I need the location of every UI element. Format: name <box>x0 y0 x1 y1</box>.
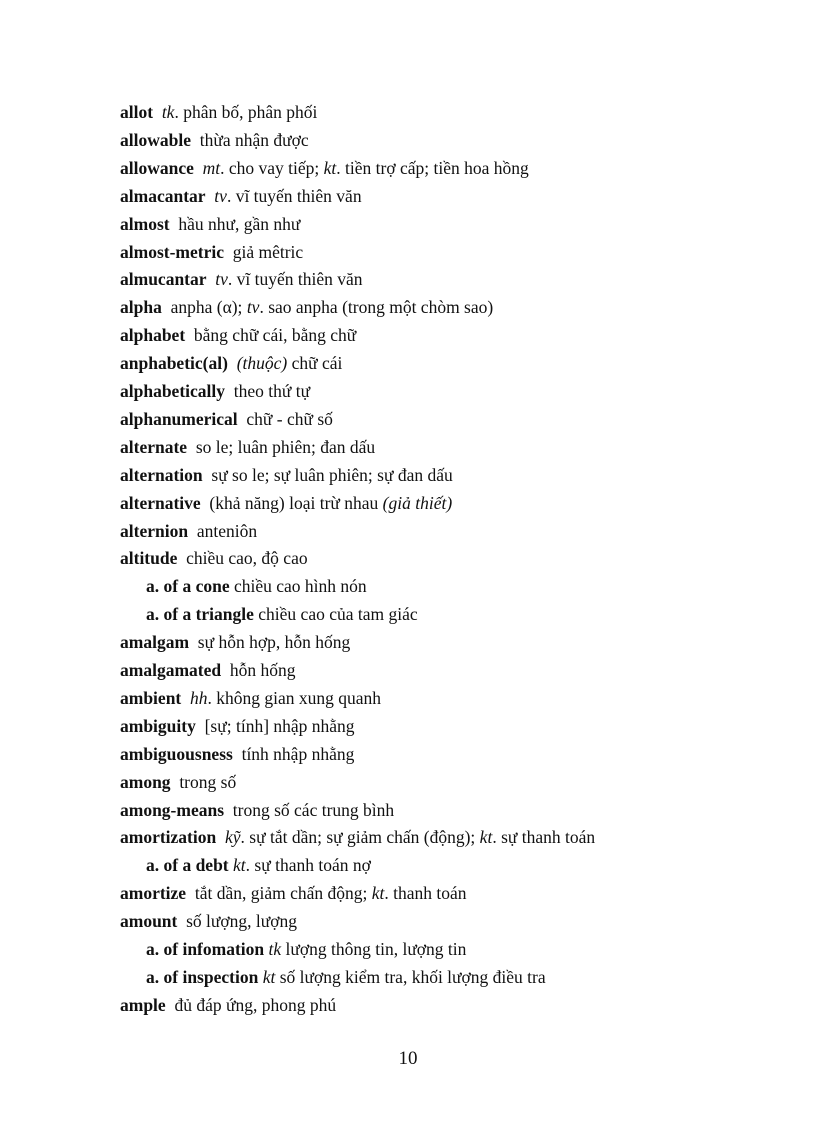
sub-entry <box>146 937 466 961</box>
dictionary-entry <box>120 742 354 766</box>
dictionary-entry <box>120 909 297 933</box>
field-abbreviation: kt <box>323 157 337 178</box>
dictionary-entry <box>120 519 257 543</box>
definition-text: trong số <box>170 771 237 792</box>
dictionary-entry <box>120 770 236 794</box>
page-number: 10 <box>398 1048 418 1069</box>
headword: anphabetic(al) <box>120 353 228 374</box>
field-abbreviation: tv <box>215 269 228 290</box>
headword: ambiguity <box>120 715 196 736</box>
field-abbreviation: kt <box>371 883 385 904</box>
headword: amount <box>120 911 178 932</box>
headword: ambient <box>120 687 182 708</box>
dictionary-entry <box>120 351 342 375</box>
spacer <box>228 353 237 373</box>
definition-text: tính nhập nhằng <box>232 743 355 764</box>
definition-text: lượng thông tin, lượng tin <box>281 939 467 959</box>
field-abbreviation: hh <box>190 687 208 708</box>
headword: alphabet <box>120 325 186 346</box>
definition-text: so le; luân phiên; đan dấu <box>187 436 376 457</box>
definition-text: . vĩ tuyến thiên văn <box>227 269 363 290</box>
spacer <box>153 102 162 122</box>
definition-text: . tiền trợ cấp; tiền hoa hồng <box>336 157 529 178</box>
headword: a. of inspection <box>146 966 259 987</box>
dictionary-entry <box>120 658 295 682</box>
definition-text: . phân bố, phân phối <box>174 102 318 122</box>
headword: amortize <box>120 883 187 904</box>
headword: alternative <box>120 492 201 513</box>
definition-text: tắt dần, giảm chấn động; <box>186 883 372 904</box>
definition-text: [sự; tính] nhập nhằng <box>195 715 355 736</box>
sub-entry <box>146 853 371 877</box>
dictionary-entry <box>120 798 394 822</box>
headword: alternation <box>120 464 203 485</box>
definition-text: . sự tắt dần; sự giảm chấn (động); <box>240 827 480 848</box>
definition-text: đủ đáp ứng, phong phú <box>165 994 337 1015</box>
dictionary-entry <box>120 295 493 319</box>
field-abbreviation: mt <box>202 157 221 178</box>
dictionary-entry <box>120 686 381 710</box>
dictionary-entry <box>120 825 595 849</box>
definition-text: sự so le; sự luân phiên; sự đan dấu <box>202 464 453 485</box>
headword: among <box>120 771 171 792</box>
definition-text: chiều cao hình nón <box>229 576 367 597</box>
dictionary-entry <box>120 240 303 264</box>
definition-text: . sự thanh toán <box>492 827 596 848</box>
dictionary-entry <box>120 463 453 487</box>
field-abbreviation: tv <box>214 185 227 206</box>
definition-text: . không gian xung quanh <box>207 687 382 708</box>
sub-entry <box>146 602 418 626</box>
headword: amalgamated <box>120 660 222 680</box>
definition-text: chữ cái <box>287 353 343 374</box>
headword: alphabetically <box>120 381 226 401</box>
headword: allot <box>120 102 154 122</box>
definition-text: hỗn hống <box>221 660 296 680</box>
field-abbreviation: tk <box>268 939 282 959</box>
definition-text: thừa nhận được <box>190 129 309 150</box>
sub-entry <box>146 574 367 598</box>
headword: a. of infomation <box>146 939 265 959</box>
italic-note: (giả thiết) <box>382 492 453 513</box>
headword: alpha <box>120 297 162 318</box>
definition-text: . thanh toán <box>384 883 467 904</box>
italic-note: (thuộc) <box>236 353 288 374</box>
definition-text: trong số các trung bình <box>224 799 395 820</box>
dictionary-entry <box>120 630 350 654</box>
headword: a. of a triangle <box>146 604 254 625</box>
dictionary-entry <box>120 100 317 124</box>
headword: ample <box>120 994 166 1015</box>
definition-text: số lượng, lượng <box>177 911 298 932</box>
dictionary-entry <box>120 993 336 1017</box>
definition-text: . vĩ tuyến thiên văn <box>226 185 362 206</box>
definition-text: sự hỗn hợp, hỗn hống <box>189 632 351 653</box>
dictionary-entry <box>120 379 310 403</box>
dictionary-entry <box>120 407 333 431</box>
headword: a. of a debt <box>146 855 229 876</box>
spacer <box>181 688 190 708</box>
dictionary-entry <box>120 156 529 180</box>
definition-text: chữ - chữ số <box>237 408 333 429</box>
spacer <box>207 269 216 289</box>
headword: amalgam <box>120 632 190 653</box>
field-abbreviation: kt <box>479 827 493 848</box>
definition-text: hầu như, gần như <box>169 213 301 234</box>
headword: amortization <box>120 827 217 848</box>
definition-text: (khả năng) loại trừ nhau <box>200 492 383 513</box>
field-abbreviation: kt <box>233 855 246 876</box>
field-abbreviation: kỹ <box>224 827 241 848</box>
field-abbreviation: tv <box>246 297 260 318</box>
headword: a. of a cone <box>146 576 230 597</box>
definition-text: . sao anpha (trong một chòm sao) <box>259 297 494 318</box>
dictionary-entry <box>120 881 467 905</box>
definition-text: anpha (α); <box>161 297 247 318</box>
dictionary-entry <box>120 546 308 570</box>
dictionary-entry <box>120 714 355 738</box>
headword: almucantar <box>120 269 207 290</box>
headword: alternion <box>120 520 189 541</box>
dictionary-entry <box>120 435 375 459</box>
headword: allowable <box>120 129 191 150</box>
definition-text: giả mêtric <box>223 241 304 262</box>
field-abbreviation: kt <box>262 966 276 987</box>
dictionary-entry <box>120 184 362 208</box>
definition-text: chiều cao, độ cao <box>177 548 308 569</box>
definition-text: bằng chữ cái, bằng chữ <box>185 325 357 346</box>
spacer <box>206 186 215 206</box>
dictionary-entry <box>120 491 452 515</box>
definition-text: . cho vay tiếp; <box>220 157 324 178</box>
spacer <box>194 158 203 178</box>
headword: among-means <box>120 799 225 820</box>
definition-text: số lượng kiểm tra, khối lượng điều tra <box>275 966 546 987</box>
definition-text: anteniôn <box>188 520 258 541</box>
dictionary-entry <box>120 128 309 152</box>
sub-entry <box>146 965 546 989</box>
headword: almacantar <box>120 185 206 206</box>
definition-text: chiều cao của tam giác <box>253 604 418 625</box>
headword: alphanumerical <box>120 408 238 429</box>
definition-text: theo thứ tự <box>225 381 311 401</box>
headword: alternate <box>120 436 188 457</box>
headword: almost-metric <box>120 241 224 262</box>
dictionary-entry <box>120 323 356 347</box>
field-abbreviation: tk <box>161 102 175 122</box>
headword: ambiguousness <box>120 743 233 764</box>
headword: altitude <box>120 548 178 569</box>
dictionary-entry <box>120 267 363 291</box>
spacer <box>216 827 225 847</box>
headword: almost <box>120 213 170 234</box>
headword: allowance <box>120 157 194 178</box>
dictionary-entry <box>120 212 300 236</box>
definition-text: . sự thanh toán nợ <box>245 855 371 876</box>
